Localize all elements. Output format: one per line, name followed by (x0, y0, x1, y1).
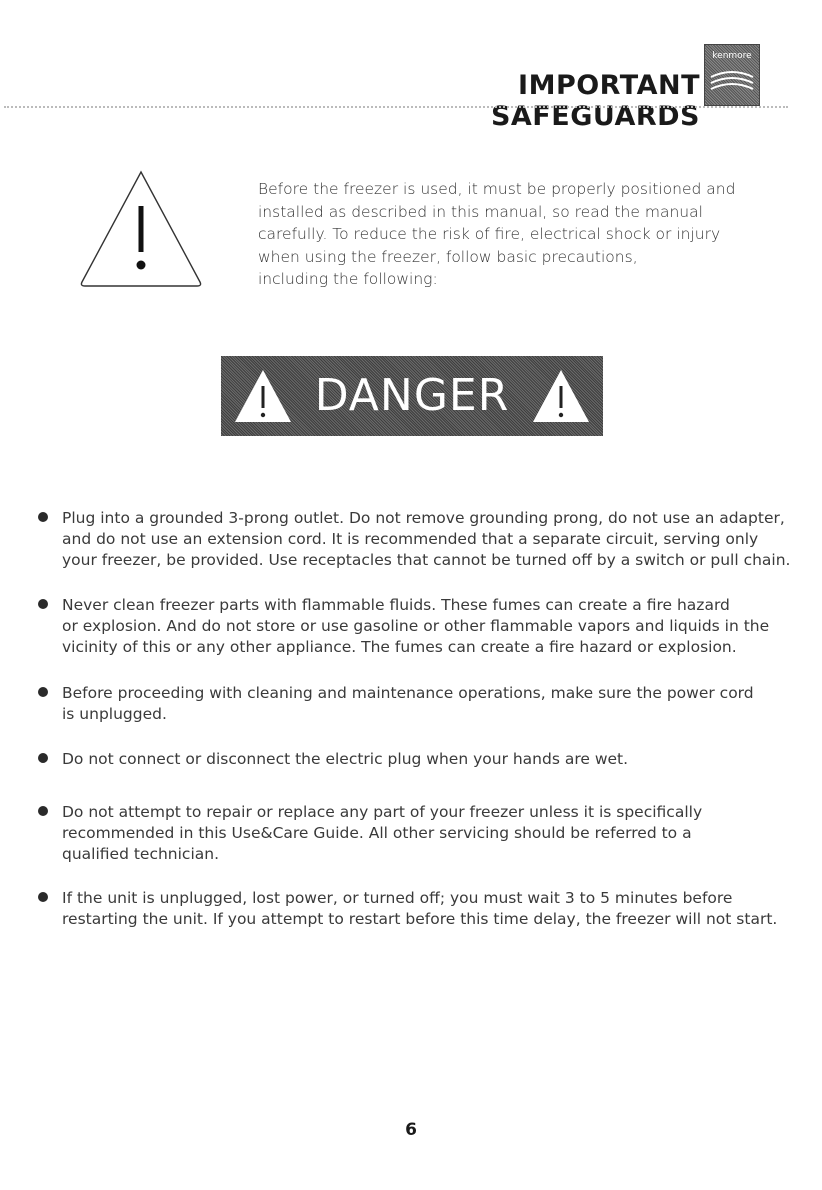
list-item (62, 749, 782, 770)
intro-line: installed as described in this manual, so read the manual (258, 202, 703, 221)
list-item-line: Plug into a grounded 3-prong outlet. Do not remove grounding prong, do not use an adapter, (62, 509, 785, 527)
page-number: 6 (405, 1120, 417, 1140)
list-item-line: qualified technician. (62, 845, 220, 863)
intro-line: Before the freezer is used, it must be properly positioned and (258, 180, 736, 198)
header-divider (4, 106, 788, 108)
list-item-line: vicinity of this or any other appliance. The fumes can create a fire hazard or explosion. (62, 638, 737, 656)
list-item-line: is unplugged. (62, 705, 167, 723)
list-item-line: or explosion. And do not store or use gasoline or other flammable vapors and liquids in the (62, 617, 770, 635)
bullet-icon (38, 892, 48, 902)
list-item (62, 595, 782, 658)
danger-triangle-icon (531, 368, 591, 424)
bullet-icon (38, 806, 48, 816)
danger-banner (221, 356, 603, 436)
logo-text: kenmore (712, 51, 752, 61)
warning-triangle-icon (76, 168, 206, 290)
bullet-icon (38, 753, 48, 763)
page-title: IMPORTANT SAFEGUARDS (490, 70, 700, 132)
bullet-icon (38, 687, 48, 697)
list-item-line: Never clean freezer parts with flammable fluids. These fumes can create a fire hazard (62, 596, 730, 614)
list-item-line: Before proceeding with cleaning and maintenance operations, make sure the power cord (62, 684, 754, 702)
list-item (62, 508, 791, 571)
list-item-line: Do not connect or disconnect the electric plug when your hands are wet. (62, 750, 629, 768)
list-item-line: your freezer, be provided. Use receptacles that cannot be turned off by a switch or pull chain. (62, 551, 791, 569)
list-item-line: and do not use an extension cord. It is recommended that a separate circuit, serving only (62, 530, 759, 548)
bullet-icon (38, 512, 48, 522)
list-item (62, 888, 782, 930)
bullet-icon (38, 599, 48, 609)
kenmore-logo (704, 44, 760, 106)
danger-label: DANGER (314, 370, 510, 421)
list-item (62, 683, 782, 725)
list-item-line: recommended in this Use&Care Guide. All other servicing should be referred to a (62, 824, 692, 842)
intro-line: when using the freezer, follow basic precautions, (258, 247, 638, 266)
list-item-line: restarting the unit. If you attempt to restart before this time delay, the freezer will not start. (62, 910, 778, 928)
intro-paragraph (258, 178, 778, 291)
logo-swoosh-icon (709, 69, 755, 97)
list-item (62, 802, 782, 865)
intro-line: carefully. To reduce the risk of fire, electrical shock or injury (258, 225, 721, 243)
intro-line: including the following: (258, 270, 438, 288)
list-item-line: If the unit is unplugged, lost power, or turned off; you must wait 3 to 5 minutes before (62, 889, 733, 907)
list-item-line: Do not attempt to repair or replace any part of your freezer unless it is specifically (62, 803, 703, 821)
